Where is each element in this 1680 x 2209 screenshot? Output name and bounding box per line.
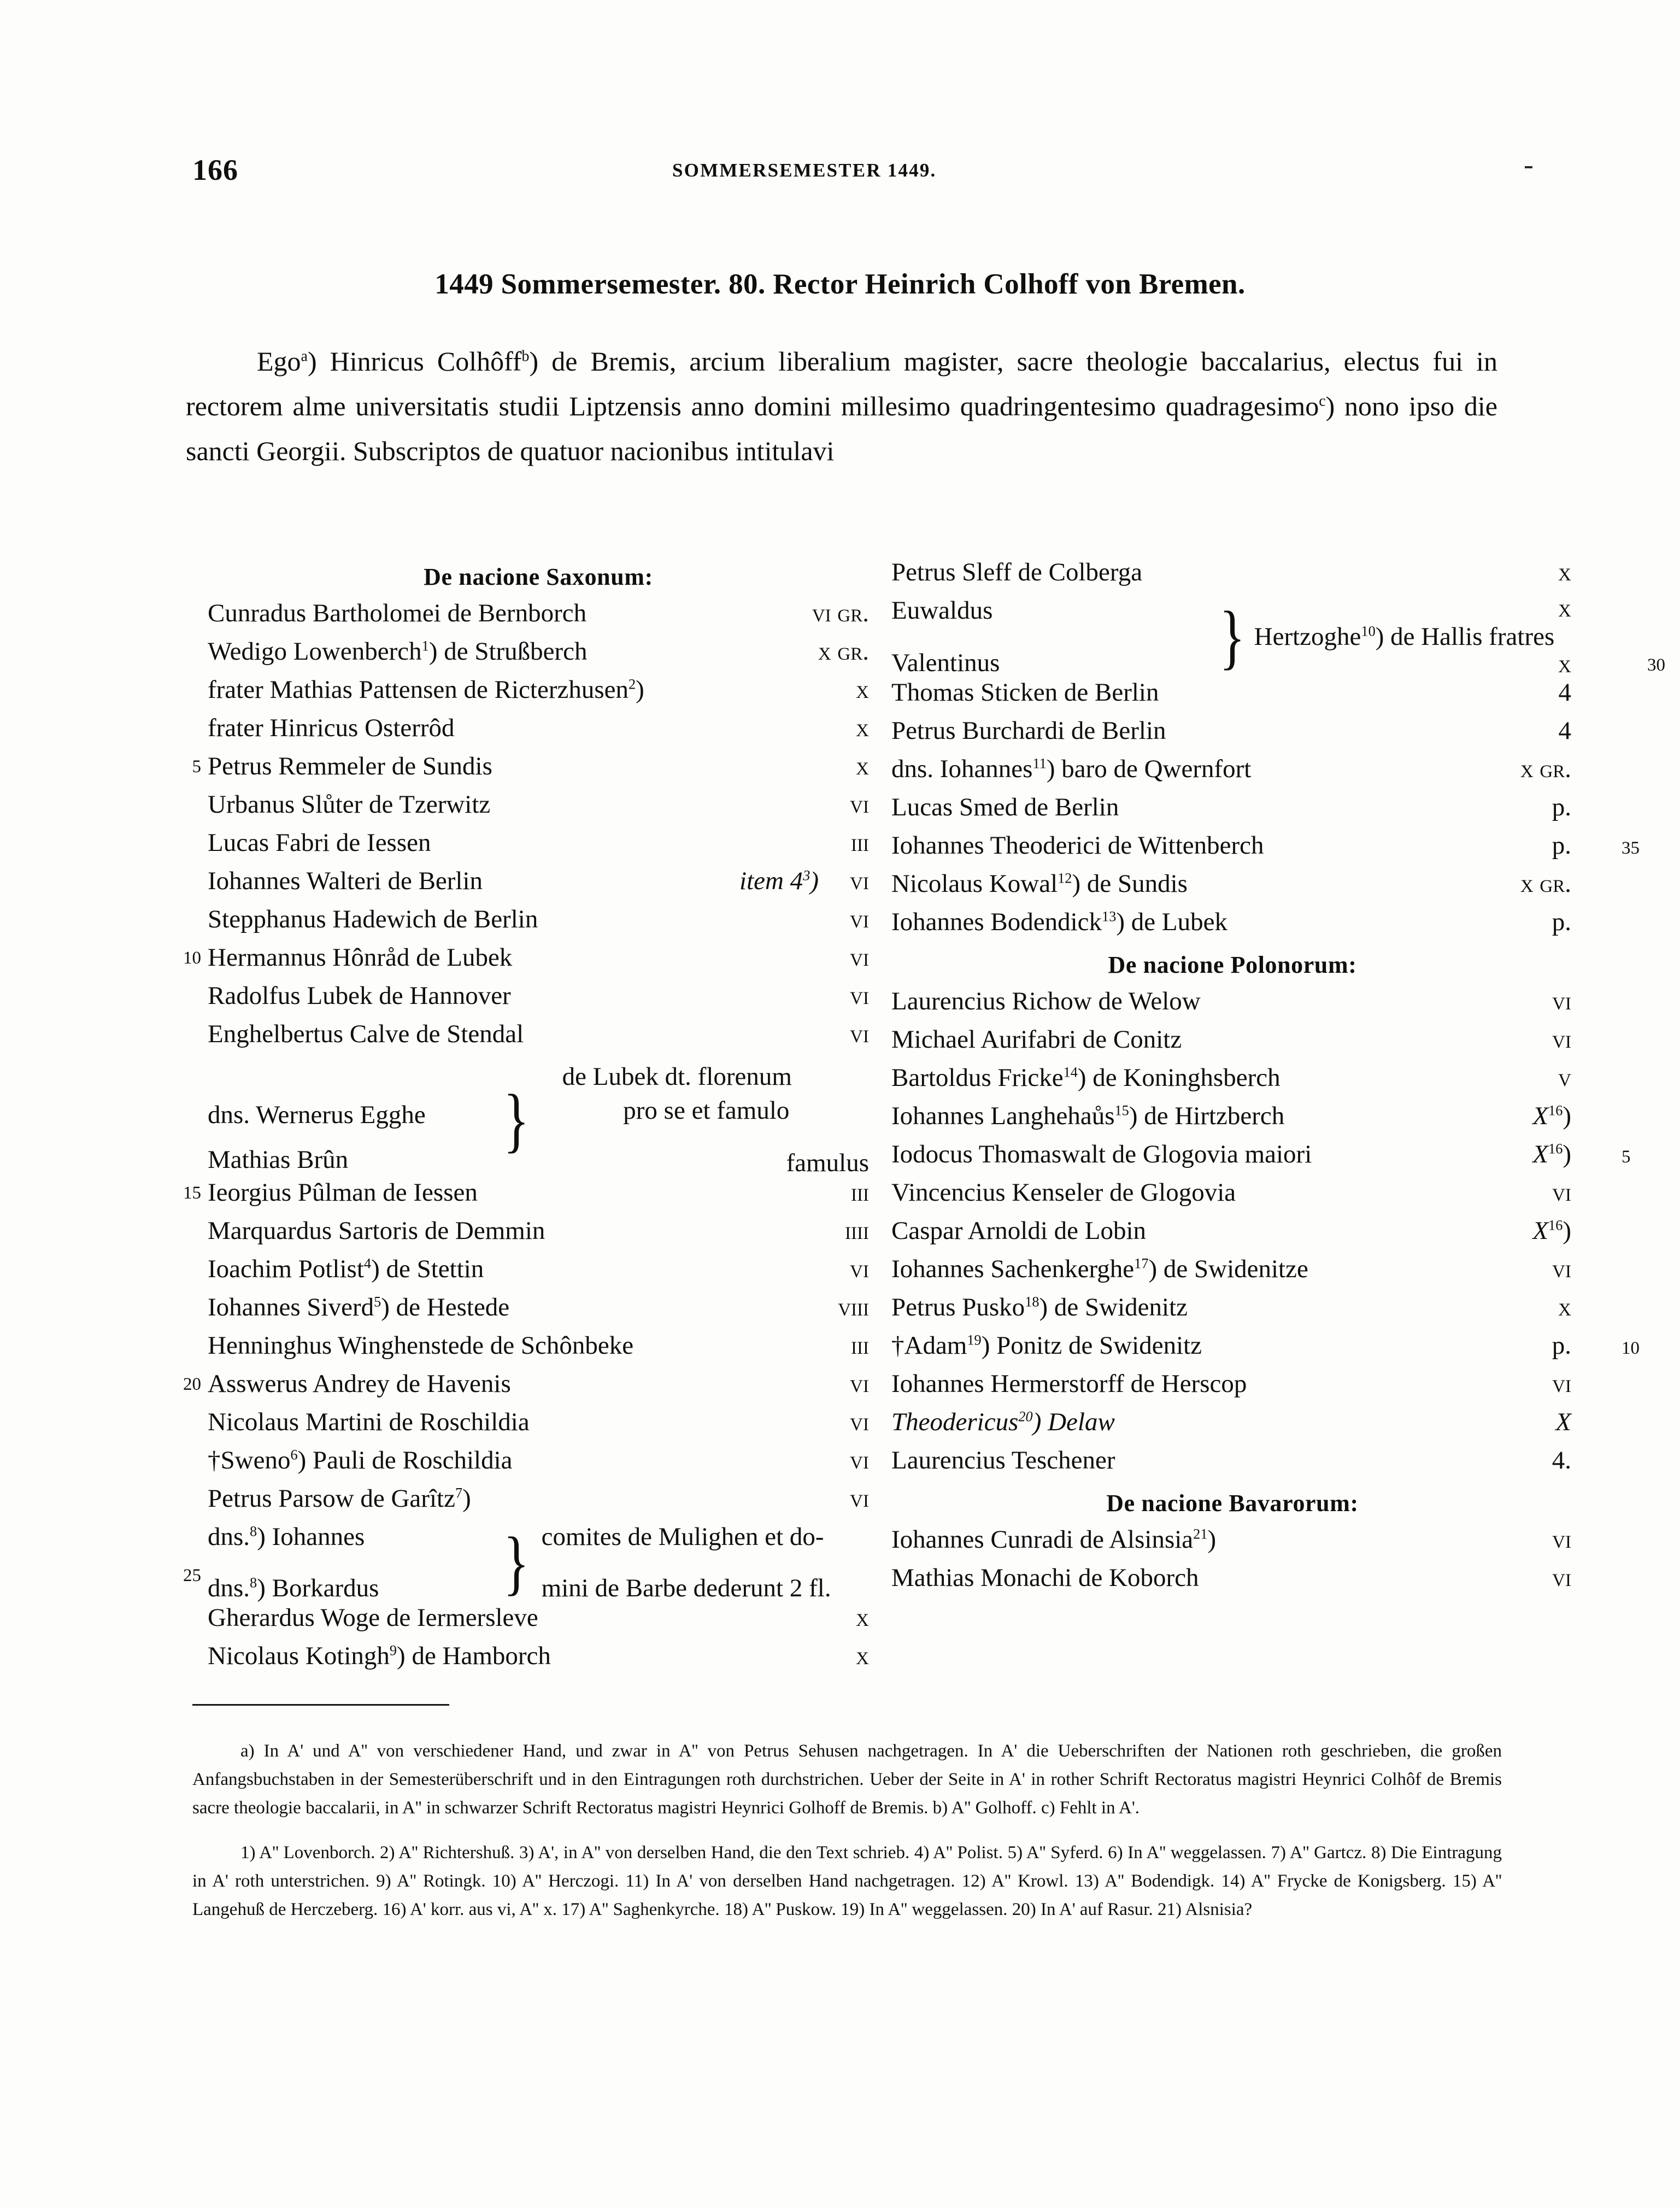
footnote-letters: a) In A' und A'' von verschiedener Hand, und zwar in A'' von Petrus Sehusen nachgetragen. In A' die Ueberschriften der Nationen roth geschrieben, die großen Anfangsbuchstaben in der Semesterüberschrift und in den Eintragungen roth durchstrichen. Ueber der Seite in A' in rother Schrift Rectoratus magistri Heynrici Colhôf de Bremis sacre theologie baccalarii, in A'' in schwarzer Schrift Rectoratus magistri Heynrici Golhoff de Bremis. b) A'' Golhoff. c) Fehlt in A'. xyxy=(192,1741,1502,1818)
footnote-ref: 21 xyxy=(1193,1526,1208,1542)
entry-row xyxy=(164,904,869,943)
entry-name: Mathias Monachi de Koborch xyxy=(891,1564,1199,1592)
entry-amount: 4. xyxy=(1552,1446,1571,1474)
entry-amount: $X^{16}$) xyxy=(1532,1140,1571,1168)
brace-member-name: dns.$^8$) Borkardus xyxy=(208,1574,379,1602)
entry-amount: v xyxy=(1558,1064,1571,1092)
entry-amount: p. xyxy=(1552,831,1571,860)
entry-name-tail: ) de Stettin xyxy=(371,1255,484,1283)
brace-member-name: Mathias Brûn xyxy=(208,1145,349,1174)
intro-text-3: ) de Bremis, arcium liberalium magister, sacre theologie baccalarius, electus fui in rectorem alme universitatis studii Liptzensis anno domini millesimo quadringentesimo quadragesimo xyxy=(186,346,1497,421)
entry-amount: vi xyxy=(850,1370,869,1398)
entry-name: Wedigo Lowenberch xyxy=(208,637,422,666)
entry-name-tail: ) de Lubek xyxy=(1116,908,1227,936)
entry-name: Nicolaus Kotingh xyxy=(208,1642,390,1670)
entry-amount: vi xyxy=(1552,1025,1571,1054)
entry-amount: x xyxy=(856,1603,869,1632)
footnote-ref: 14 xyxy=(1063,1064,1078,1080)
entry-name: Gherardus Woge de Iermersleve xyxy=(208,1603,538,1632)
entry-amount: vi xyxy=(850,867,869,895)
footnote-ref: 17 xyxy=(1134,1255,1149,1272)
entry-amount: vi xyxy=(1552,1255,1571,1283)
line-number: 25 xyxy=(183,1566,201,1585)
entry-name: Stepphanus Hadewich de Berlin xyxy=(208,905,538,933)
brace-group-egghe xyxy=(164,1058,869,1178)
nation-heading-polonorum: De nacione Polonorum: xyxy=(1108,951,1357,978)
footnote-ref: 4 xyxy=(363,1255,372,1272)
entry-row xyxy=(872,557,1593,596)
entry-amount: vi xyxy=(850,1446,869,1474)
footnote-ref: 20 xyxy=(1018,1408,1033,1425)
entry-row xyxy=(872,678,1593,716)
entry-name: Lucas Smed de Berlin xyxy=(891,793,1119,821)
entry-amount: iii xyxy=(851,1331,869,1360)
entry-amount: x xyxy=(856,675,869,704)
entry-name: frater Hinricus Osterrôd xyxy=(208,714,455,742)
entry-name: Theodericus xyxy=(891,1408,1019,1436)
footnote-ref: 10 xyxy=(1361,623,1376,639)
entry-name: Iohannes Sachenkerghe xyxy=(891,1255,1135,1283)
entry-name: Henninghus Winghenstede de Schônbeke xyxy=(208,1331,634,1360)
entry-name: Laurencius Richow de Welow xyxy=(891,987,1201,1015)
footnote-ref: 8 xyxy=(250,1523,257,1540)
entry-amount: x gr. xyxy=(1520,755,1571,783)
footnote-ref-c: c xyxy=(1319,392,1326,410)
curly-brace-icon: } xyxy=(1219,596,1246,677)
entry-amount: iiii xyxy=(845,1217,869,1245)
entry-row xyxy=(164,637,869,675)
entry-name-tail: ) Delaw xyxy=(1032,1408,1115,1436)
footnote-ref: 12 xyxy=(1058,870,1072,886)
brace-member-name: dns.$^8$) Iohannes xyxy=(208,1523,365,1551)
entry-name-tail: ) baro de Qwernfort xyxy=(1046,755,1252,783)
entry-amount: vi xyxy=(850,905,869,933)
entry-row xyxy=(872,1025,1593,1063)
brace-group-hertzoghe xyxy=(872,594,1665,678)
entry-amount: x xyxy=(856,1642,869,1670)
entry-amount: vi xyxy=(850,1484,869,1513)
entry-row xyxy=(164,1446,869,1484)
entry-name: Urbanus Slůter de Tzerwitz xyxy=(208,790,491,819)
nation-heading-saxonum: De nacione Saxonum: xyxy=(424,563,653,590)
entry-name-tail: ) de Hamborch xyxy=(397,1642,551,1670)
footnote-ref: 19 xyxy=(967,1332,982,1348)
footnote-ref: 15 xyxy=(1114,1102,1129,1119)
running-head xyxy=(0,153,1680,186)
entry-amount: vi xyxy=(850,943,869,972)
entry-amount: p. xyxy=(1552,793,1571,821)
entry-name: Hermannus Hônråd de Lubek xyxy=(208,943,513,972)
brace-text-line: comites de Mulighen et do- xyxy=(541,1523,824,1551)
entry-row xyxy=(164,981,869,1019)
entry-name: †Sweno xyxy=(208,1446,291,1474)
entry-row xyxy=(164,1216,869,1254)
entry-name: Petrus Pusko xyxy=(891,1293,1025,1321)
entry-name: Ieorgius Pûlman de Iessen xyxy=(208,1178,478,1207)
entry-row xyxy=(164,1178,869,1216)
entry-row xyxy=(872,1446,1593,1484)
folio-number: 166 xyxy=(192,154,238,186)
entry-name-tail: ) Pauli de Roschildia xyxy=(297,1446,513,1474)
footnote-ref: 3 xyxy=(803,867,810,884)
footnote-separator-rule xyxy=(192,1704,449,1706)
intro-paragraph xyxy=(186,339,1497,473)
column-left xyxy=(164,557,869,1679)
entry-row xyxy=(164,790,869,828)
page-title: 1449 Sommersemester. 80. Rector Heinrich Colhoff von Bremen. xyxy=(434,268,1246,300)
entry-row xyxy=(164,1369,869,1407)
entry-name: Laurencius Teschener xyxy=(891,1446,1115,1474)
entry-amount: vi gr. xyxy=(812,599,869,627)
entry-name: Iohannes Theoderici de Wittenberch xyxy=(891,831,1264,860)
entry-name: Cunradus Bartholomei de Bernborch xyxy=(208,599,587,627)
entry-name: Iodocus Thomaswalt de Glogovia maiori xyxy=(891,1140,1312,1168)
entry-row xyxy=(164,1484,869,1522)
entry-name-tail: ) de Koninghsberch xyxy=(1077,1064,1280,1092)
entry-name: Ioachim Potlist xyxy=(208,1255,364,1283)
column-right xyxy=(872,557,1665,1601)
entry-row xyxy=(872,1254,1593,1292)
footnote-block xyxy=(192,1737,1502,1924)
footnote-ref: 13 xyxy=(1102,908,1117,925)
entry-amount: x xyxy=(1558,650,1571,678)
entry-row xyxy=(872,869,1593,907)
entry-row xyxy=(164,1331,869,1369)
entry-name: Petrus Burchardi de Berlin xyxy=(891,716,1166,745)
entry-name: dns. Iohannes xyxy=(891,755,1033,783)
entry-row xyxy=(872,1369,1593,1407)
entry-row xyxy=(164,943,869,981)
entry-row xyxy=(872,986,1593,1025)
brace-text-line: Hertzoghe$^{10}$) de Hallis fratres xyxy=(1254,622,1555,651)
entry-name: Michael Aurifabri de Conitz xyxy=(891,1025,1182,1054)
entry-row xyxy=(872,716,1593,754)
entry-name: Lucas Fabri de Iessen xyxy=(208,829,431,857)
entry-row xyxy=(164,713,869,751)
brace-text-line: de Lubek dt. florenum xyxy=(562,1062,792,1091)
brace-member-name: Euwaldus xyxy=(891,596,993,625)
entry-name-tail: ) de Swidenitze xyxy=(1148,1255,1308,1283)
brace-text-line: mini de Barbe dederunt 2 fl. xyxy=(541,1574,831,1602)
nation-heading-bavarorum: De nacione Bavarorum: xyxy=(1106,1490,1359,1517)
entry-name-tail: ) de Hirtzberch xyxy=(1129,1102,1285,1130)
footnote-ref: 5 xyxy=(374,1294,381,1310)
entry-row xyxy=(164,1641,869,1679)
entry-row xyxy=(872,1292,1593,1331)
entry-name: Iohannes Bodendick xyxy=(891,908,1102,936)
entry-name: †Adam xyxy=(891,1331,967,1360)
entry-row xyxy=(872,1563,1593,1601)
entry-amount: x gr. xyxy=(818,637,869,666)
footnote-ref: 18 xyxy=(1025,1294,1039,1310)
intro-text-2: ) Hinricus Colhôff xyxy=(307,346,522,377)
entry-name: Petrus Parsow de Garîtz xyxy=(208,1484,455,1513)
entry-name: Nicolaus Martini de Roschildia xyxy=(208,1408,530,1436)
entry-name-tail: ) xyxy=(462,1484,471,1513)
entry-amount: vi xyxy=(850,1255,869,1283)
entry-amount: x xyxy=(1558,594,1571,622)
entry-amount: X xyxy=(1555,1408,1571,1436)
entry-row xyxy=(164,1019,869,1058)
line-number: 5 xyxy=(192,757,201,777)
brace-member-name: Valentinus xyxy=(891,649,1000,677)
entry-amount: vi xyxy=(1552,1564,1571,1592)
entry-amount: viii xyxy=(838,1293,869,1321)
margin-tick-mark xyxy=(1525,166,1532,168)
footnote-ref: 11 xyxy=(1032,755,1047,772)
footnote-ref-b: b xyxy=(521,348,530,365)
entry-amount: $X^{16}$) xyxy=(1532,1102,1571,1130)
footnote-ref: 8 xyxy=(250,1574,257,1591)
entry-row xyxy=(164,1292,869,1331)
intro-text-1: Ego xyxy=(257,346,301,377)
entry-row xyxy=(872,1407,1593,1446)
entry-amount: 4 xyxy=(1558,716,1571,745)
entry-amount: x xyxy=(1558,558,1571,586)
entry-name: Enghelbertus Calve de Stendal xyxy=(208,1020,524,1048)
entry-amount: iii xyxy=(851,1178,869,1207)
entry-name: frater Mathias Pattensen de Ricterzhusen xyxy=(208,675,628,704)
intro-text-4: ) nono ipso die sancti Georgii. Subscriptos de quatuor nacionibus intitulavi xyxy=(186,391,1497,466)
entry-name: Iohannes Cunradi de Alsinsia xyxy=(891,1525,1194,1554)
entry-amount: x xyxy=(856,714,869,742)
entry-name: Bartoldus Fricke xyxy=(891,1064,1064,1092)
footnote-ref: 9 xyxy=(389,1642,397,1659)
curly-brace-icon: } xyxy=(503,1522,530,1603)
entry-row xyxy=(872,1101,1593,1139)
entry-row xyxy=(872,1216,1593,1254)
entry-row xyxy=(164,866,869,904)
entry-amount: vi xyxy=(850,1020,869,1048)
entry-amount: 4 xyxy=(1558,678,1571,707)
entry-row xyxy=(164,598,869,637)
entry-row xyxy=(872,1525,1593,1563)
entry-row xyxy=(872,907,1593,945)
footnote-ref-a: a xyxy=(301,348,308,365)
entry-row xyxy=(164,751,869,790)
entry-name: Iohannes Hermerstorff de Herscop xyxy=(891,1370,1247,1398)
entry-name: Marquardus Sartoris de Demmin xyxy=(208,1217,545,1245)
footnote-numbers: 1) A'' Lovenborch. 2) A'' Richtershuß. 3) A', in A'' von derselben Hand, die den Text schrieb. 4) A'' Polist. 5) A'' Syferd. 6) In A'' weggelassen. 7) A'' Gartcz. 8) Die Eintragung in A' roth unterstrichen. 9) A'' Rotingk. 10) A'' Herczogi. 11) In A' von derselben Hand nachgetragen. 12) A'' Krowl. 13) A'' Bodendigk. 14) A'' Frycke de Konigsberg. 15) A'' Langehuß de Herczeberg. 16) A' korr. aus vi, A'' x. 17) A'' Saghenkyrche. 18) A'' Puskow. 19) In A'' weggelassen. 20) In A' auf Rasur. 21) Alsnisia? xyxy=(192,1843,1502,1919)
footnote-ref: 6 xyxy=(290,1447,298,1463)
entry-row xyxy=(872,792,1593,831)
entry-amount: vi xyxy=(850,982,869,1010)
entry-row xyxy=(164,1407,869,1446)
entry-name-tail: ) de Swidenitz xyxy=(1039,1293,1188,1321)
entry-name-tail: ) de Strußberch xyxy=(428,637,588,666)
entry-name-tail: ) de Sundis xyxy=(1072,870,1188,898)
entry-name: Petrus Remmeler de Sundis xyxy=(208,752,492,780)
line-number: 10 xyxy=(183,948,201,968)
footnote-ref: 1 xyxy=(421,638,429,654)
entry-row xyxy=(164,1603,869,1641)
entry-name: Thomas Sticken de Berlin xyxy=(891,678,1159,707)
entry-row xyxy=(872,1139,1631,1178)
entry-name: Asswerus Andrey de Havenis xyxy=(208,1370,511,1398)
entry-name: Iohannes Siverd xyxy=(208,1293,374,1321)
entry-name: Iohannes Walteri de Berlin xyxy=(208,867,483,895)
entry-row xyxy=(164,828,869,866)
entry-amount: p. xyxy=(1552,908,1571,936)
entry-name: Vincencius Kenseler de Glogovia xyxy=(891,1178,1236,1207)
footnote-ref: 16 xyxy=(1548,1217,1563,1233)
entry-amount: iii xyxy=(851,829,869,857)
line-number: 20 xyxy=(183,1374,201,1394)
entry-name-tail: ) xyxy=(636,675,644,704)
entry-row xyxy=(872,1178,1593,1216)
entry-item-note: item $4^3$) xyxy=(739,867,819,895)
line-number: 15 xyxy=(183,1183,201,1203)
entry-amount: x gr. xyxy=(1520,870,1571,898)
entry-row xyxy=(164,675,869,713)
footnote-ref: 7 xyxy=(455,1485,463,1501)
entry-amount: vi xyxy=(1552,1178,1571,1207)
entry-row xyxy=(872,754,1593,792)
line-number: 30 xyxy=(1647,655,1665,675)
entry-row xyxy=(872,1063,1593,1101)
entry-row xyxy=(872,1331,1640,1369)
brace-text-line: famulus xyxy=(786,1149,869,1177)
footnote-ref: 2 xyxy=(628,676,636,692)
footnote-ref: 16 xyxy=(1548,1102,1563,1119)
entry-name-tail: ) de Hestede xyxy=(381,1293,510,1321)
brace-member-name: dns. Wernerus Egghe xyxy=(208,1101,426,1129)
entry-name: Nicolaus Kowal xyxy=(891,870,1058,898)
entry-name: Radolfus Lubek de Hannover xyxy=(208,982,511,1010)
entry-row xyxy=(164,1254,869,1292)
entry-amount: vi xyxy=(1552,1525,1571,1554)
entry-name: Caspar Arnoldi de Lobin xyxy=(891,1217,1147,1245)
entry-amount: x xyxy=(1558,1293,1571,1321)
entry-name-tail: ) Ponitz de Swidenitz xyxy=(981,1331,1202,1360)
entry-amount: vi xyxy=(1552,987,1571,1015)
entry-name: Petrus Sleff de Colberga xyxy=(891,558,1143,586)
entry-name-tail: ) xyxy=(1207,1525,1217,1554)
line-number: 35 xyxy=(1622,838,1640,858)
entry-amount: p. xyxy=(1552,1331,1571,1360)
entry-amount: vi xyxy=(850,1408,869,1436)
entry-amount: vi xyxy=(1552,1370,1571,1398)
line-number: 10 xyxy=(1622,1338,1640,1358)
entry-amount: x xyxy=(856,752,869,780)
line-number: 5 xyxy=(1622,1147,1631,1167)
entry-row xyxy=(872,831,1640,869)
running-head-title: SOMMERSEMESTER 1449. xyxy=(672,160,937,181)
entry-name: Iohannes Langhehaůs xyxy=(891,1102,1115,1130)
footnote-ref: 16 xyxy=(1548,1141,1563,1157)
entry-amount: vi xyxy=(850,790,869,819)
brace-text-line: pro se et famulo xyxy=(623,1096,790,1125)
brace-group-comites xyxy=(164,1522,869,1603)
entry-amount: $X^{16}$) xyxy=(1532,1217,1571,1245)
curly-brace-icon: } xyxy=(503,1079,530,1160)
